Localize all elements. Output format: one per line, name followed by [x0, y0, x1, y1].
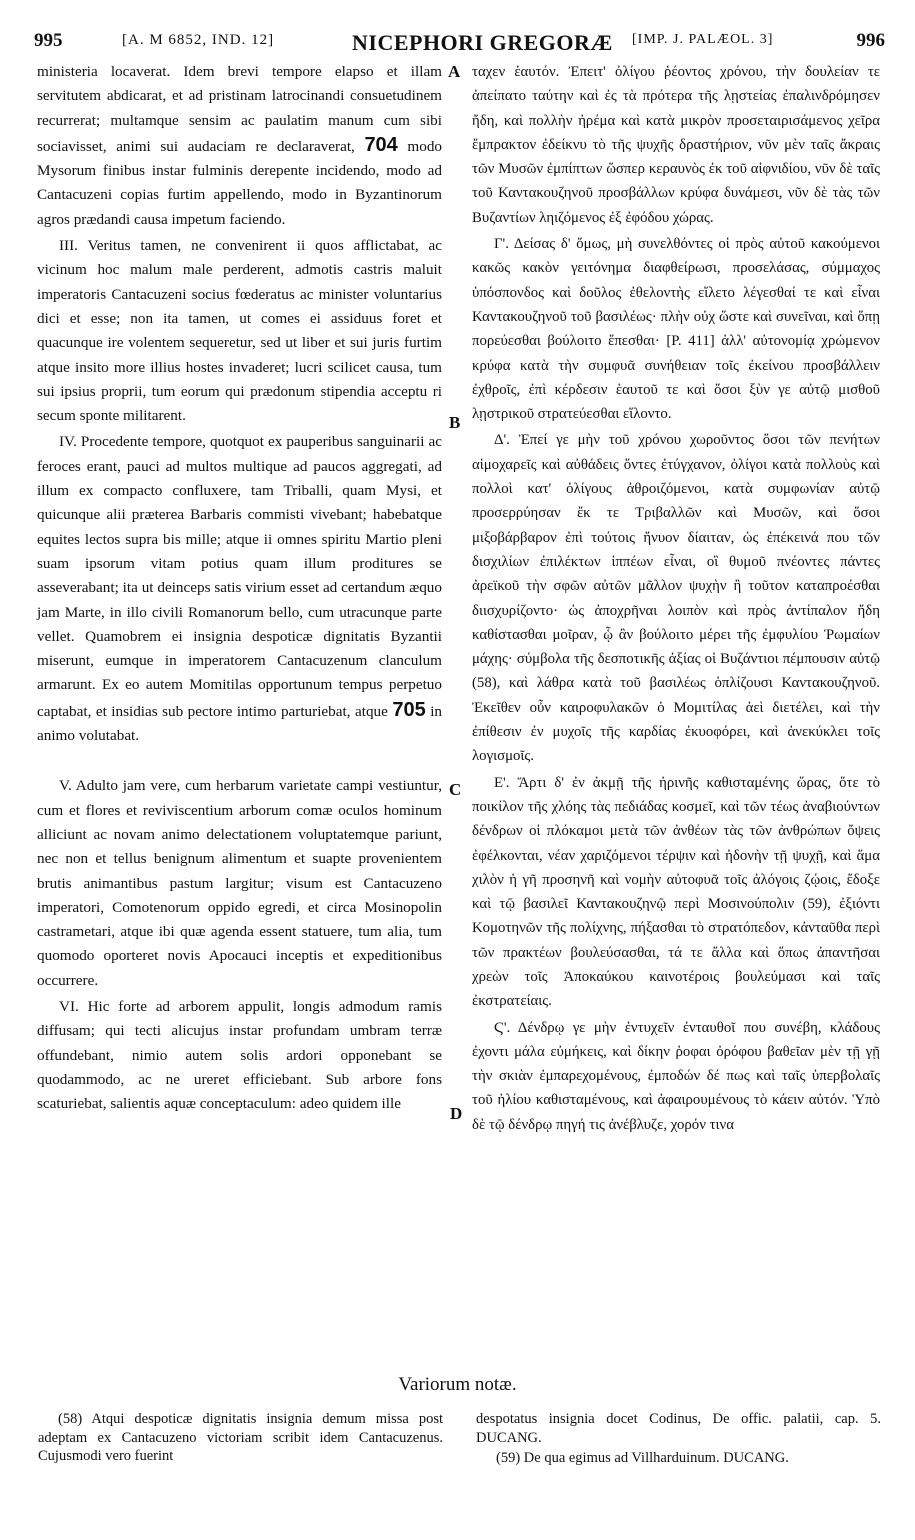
- latin-paragraph-6: VI. Hic forte ad arborem appulit, longis admodum ramis diffusam; qui tecti alicujus instar profundam umbram terræ offundebant, nimio autem solis ardori opponebant se quodammodo, ac ne ureret efficiebant. Sub arbore fons scaturiebat, salientis aquæ conceptaculum: adeo quidem ille: [37, 997, 442, 1113]
- margin-letter-c: C: [449, 780, 462, 799]
- edition-page-marker-704: 704: [364, 133, 398, 156]
- latin-paragraph-2: ministeria locaverat. Idem brevi tempore elapso et illam servitutem abdicarat, et ad pristinam latrocinandi consuetudinem recurrerat; multamque sensim ac paulatim manum cum sibi sociavisset, animi sui audaciam re declaraverat, 704 modo Mysorum finibus instar fulminis derepente incidendo, modo ad Cantacuzeni copias furtim appellendo, modo in Byzantinorum agros prædandi causa impetum faciendo.: [37, 63, 443, 228]
- running-header: [34, 30, 885, 54]
- latin-column: [37, 60, 442, 1116]
- latin-paragraph-4: IV. Procedente tempore, quotquot ex pauperibus sanguinarii ac feroces erant, pauci ad multos multique ad paucos aggregati, ad illum ex compacto confluxere, tam Triballi, quam Mysi, et quicunque alii præterea Barbaris commisti vivebant; habebatque equites lectos supra bis mille; atque ii omnes spiritu Martio pleni suam ipsorum vitam potius quam illum proditures se asseverabant; ita ut deinceps satis virium esset ad certandum æquo jam Marte, in illo civili Romanorum bello, cum utracunque parte vellet. Quamobrem ei insignia despoticæ dignitatis Byzantii miserunt, eumque in imperatorem Cantacuzenum clanculum armarunt. Ex eo autem Momitilas opportunum tempus perpetuo captabat, et insidias sub pectore intimo parturiebat, atque 705 in animo volutabat.: [37, 433, 443, 745]
- footnote-59: (59) De qua egimus ad Villharduinum. DUCANG.: [496, 1450, 789, 1466]
- greek-paragraph-3: Γ'. Δείσας δ' ὅμως, μὴ συνελθόντες οἱ πρὸς αὐτοῦ κακούμενοι κακῶς κακὸν γειτόνημα διαφθείρωσι, προσελάσας, σύμμαχος ὑπόσπονδος καὶ δοῦλος ἐθελοντὴς εἵλετο λέγεσθαί τε καὶ εἶναι Καντακουζηνοῦ τοῦ βασιλέως· πλὴν οὐχ ὥστε καὶ συνεῖναι, καὶ ὅπῃ πορεύεσθαι βούλοιτο ἕπεσθαι· [P. 411] ἀλλ' αὐτονομίᾳ χρώμενον κρύφα κατὰ τὴν συμφυᾶ συνήθειαν τοῖς ἐκείνου προσβάλλειν ἐχθροῖς, ἐπὶ κέρδεσιν ἑαυτοῦ τε καὶ ὅσοι ξὺν γε αὐτῷ μισθοῦ λῃστρικοῦ στρατεύεσθαι εἵλοντο.: [472, 236, 880, 423]
- greek-paragraph-6: Ϛ'. Δένδρῳ γε μὴν ἐντυχεῖν ἐνταυθοῖ που συνέβη, κλάδους ἐχοντι μάλα εὐμήκεις, καὶ δίκην ῥοφαι ὀρόφου βαθεῖαν μὲν τῇ γῇ τὴν σκιὰν ἐμπαρεχομένους, ἐμποδών δέ πως καὶ ταῖς ὑπερβολαῖς τοῦ ἡλίου καθισταμένους, καὶ ἀφαιρουμένους τὸ κάειν αὐτόν. Ὑπὸ δὲ τῷ δένδρῳ πηγή τις ἀνέβλυζε, χορόν τινα: [472, 1019, 880, 1133]
- chronology-right: [IMP. J. PALÆOL. 3]: [632, 32, 774, 47]
- greek-paragraph-4: Δ'. Ἐπεί γε μὴν τοῦ χρόνου χωροῦντος ὅσοι τῶν πενήτων αἱμοχαρεῖς καὶ αὐθάδεις ὄντες ἐτύγχανον, ὀλίγοι κατὰ πολλοὺς καὶ πολλοὶ κατ' ὀλίγους ἀθροιζόμενοι, κατὰ συμφωνίαν αὐτῷ προσερρύησαν ἔκ τε Τριβαλλῶν καὶ Μυσῶν, καὶ ὅσοι μιξοβάρβαρον ἐπὶ τούτοις ἤνυον δίαιταν, ὡς ἐπέκεινά που τῶν δισχιλίων ἐπιλέκτων ἱππέων εἶναι, οἳ θυμοῦ πνέοντες πάντες ἀρεϊκοῦ τὴν σφῶν αὐτῶν μᾶλλον ψυχὴν ἢ τοῦτον καταπροέσθαι διισχυρίζοντο· ὡς ἀποχρῆναι λοιπὸν καὶ πρὸς ἀντίπαλον ἤδη καθίστασθαι μοῖραν, ᾧ ἂν βούλοιτο μέρει τῆς ἐμφυλίου Ῥωμαίων μάχης· σύμβολα τῆς δεσποτικῆς ἀξίας οἱ Βυζάντιοι πέμπουσιν αὐτῷ (58), καὶ λάθρα κατὰ τοῦ βασιλέως ὁπλίζουσι Καντακουζηνοῦ. Ἐκεῖθεν οὖν καιροφυλακῶν ὁ Μομιτίλας ἀεὶ διετέλει, καὶ τὴν ἐπίθεσιν ἐν μυχοῖς τῆς καρδίας ἐκυοφόρει, καὶ ἀνεκύκλει τοῖς λογισμοῖς.: [472, 432, 880, 765]
- chronology-left: [A. M 6852, IND. 12]: [122, 32, 275, 48]
- notes-left-column: [38, 1410, 443, 1466]
- greek-paragraph-2: ταχεν ἑαυτόν. Ἐπειτ' ὀλίγου ῥέοντος χρόνου, τὴν δουλείαν τε ἀπείπατο ταύτην καὶ ἐς τὰ πρότερα τῆς λῃστείας ἐπαλινδρόμησεν ἤδη, καὶ πολλὴν ἠρέμα καὶ κατὰ μικρὸν προσεταιρισάμενος χεῖρα ἔμπρακτον ἐδείκνυ τὸ τῆς ψυχῆς δραστήριον, νῦν μὲν ταῖς ἄκραις τῶν Μυσῶν ἐμπίπτων ὥσπερ κεραυνὸς ἐκ τοῦ αἰφνιδίου, νῦν δὲ ταῖς τοῦ Καντακουζηνοῦ προσβάλλων κρύφα δυνάμεσι, νῦν δὲ τὰς τῶν Βυζαντίων ληιζόμενος ἐξ ἐφόδου χώρας.: [472, 64, 880, 226]
- greek-paragraph-5: Ε'. Ἄρτι δ' ἐν ἀκμῇ τῆς ἠρινῆς καθισταμένης ὥρας, ὅτε τὸ ποικίλον τῆς χλόης τὰς πεδιάδας κοσμεῖ, καὶ τῶν τέως ἀναβιούντων δένδρων οἱ πλόκαμοι μετὰ τῶν ἀνθέων τὰς τῶν ἀνθρώπων ὄψεις ἐφέλκονται, νέαν χαριζόμενοι τέρψιν καὶ ἡδονὴν τῇ ψυχῇ, καὶ ἅμα χιλὸν ἡ γῆ προσηνῆ καὶ νομὴν αὐτοφυᾶ τοῖς ἀλόγοις ζῴοις, ἔδοξε καὶ τῷ βασιλεῖ Καντακουζηνῷ περὶ Μοσινούπολιν (59), ἐξιόντι Κομοτηνῶν τῆς πολίχνης, πήξασθαι τὸ στρατόπεδον, κἀνταῦθα περὶ τῶν πρακτέων βουλεύσασθαι, τά τε ἄλλα καὶ ὅπως ἀπαντῆσαι χρεὼν τοῖς Ἀποκαύκου καινοτέροις βουλεύμασι καὶ ταῖς ἐκστρατείαις.: [472, 774, 880, 1010]
- notes-heading: Variorum notæ.: [398, 1374, 517, 1395]
- page-number-right: 996: [856, 30, 885, 51]
- edition-page-marker-705: 705: [392, 698, 426, 721]
- margin-letter-b: B: [449, 413, 461, 432]
- running-title: NICEPHORI GREGORÆ: [352, 30, 613, 55]
- page-number-left: 995: [34, 30, 63, 51]
- footnote-58-continued: despotatus insignia docet Codinus, De offic. palatii, cap. 5. DUCANG.: [476, 1411, 881, 1446]
- greek-column: [472, 60, 880, 1137]
- latin-paragraph-3: III. Veritus tamen, ne convenirent ii quos afflictabat, ac vicinum hoc malum male perderent, admotis castris maluit imperatoris Cantacuzeni socius fœderatus ac minister voluntarius dici et esse; non ita tamen, ut comes ei assiduus foret et quacunque ire volentem sequeretur, sed ut liber et sui juris furtim atque insito more illius hostes invaderet; lucri scilicet causa, tum sui ipsius proprii, tum eorum qui prædonum stipendia acceptu ri secum sponte militarent.: [37, 237, 442, 425]
- margin-letter-d: D: [450, 1104, 463, 1123]
- latin-paragraph-5: V. Adulto jam vere, cum herbarum varietate campi vestiuntur, cum et flores et reviviscentium arborum comæ oculos hominum alliciunt ac novam animo delectationem voluptatemque pariunt, nec non et tellus benignum alimentum et suapte provenientem brutis animantibus pastum largitur; visum est Cantacuzeno imperatori, Comotenorum oppido egredi, et circa Mosinopolin castrametari, atque ibi quæ agenda essent statuere, tum alia, tum quomodo oporteret novis Apocauci inceptis et expeditionibus occurrere.: [37, 777, 442, 989]
- footnote-58: (58) Atqui despoticæ dignitatis insignia demum missa post adeptam ex Cantacuzeno victoriam scribit idem Cantacuzenus. Cujusmodi vero fuerint: [38, 1411, 443, 1464]
- notes-right-column: [476, 1410, 881, 1468]
- margin-letter-a: A: [448, 62, 461, 81]
